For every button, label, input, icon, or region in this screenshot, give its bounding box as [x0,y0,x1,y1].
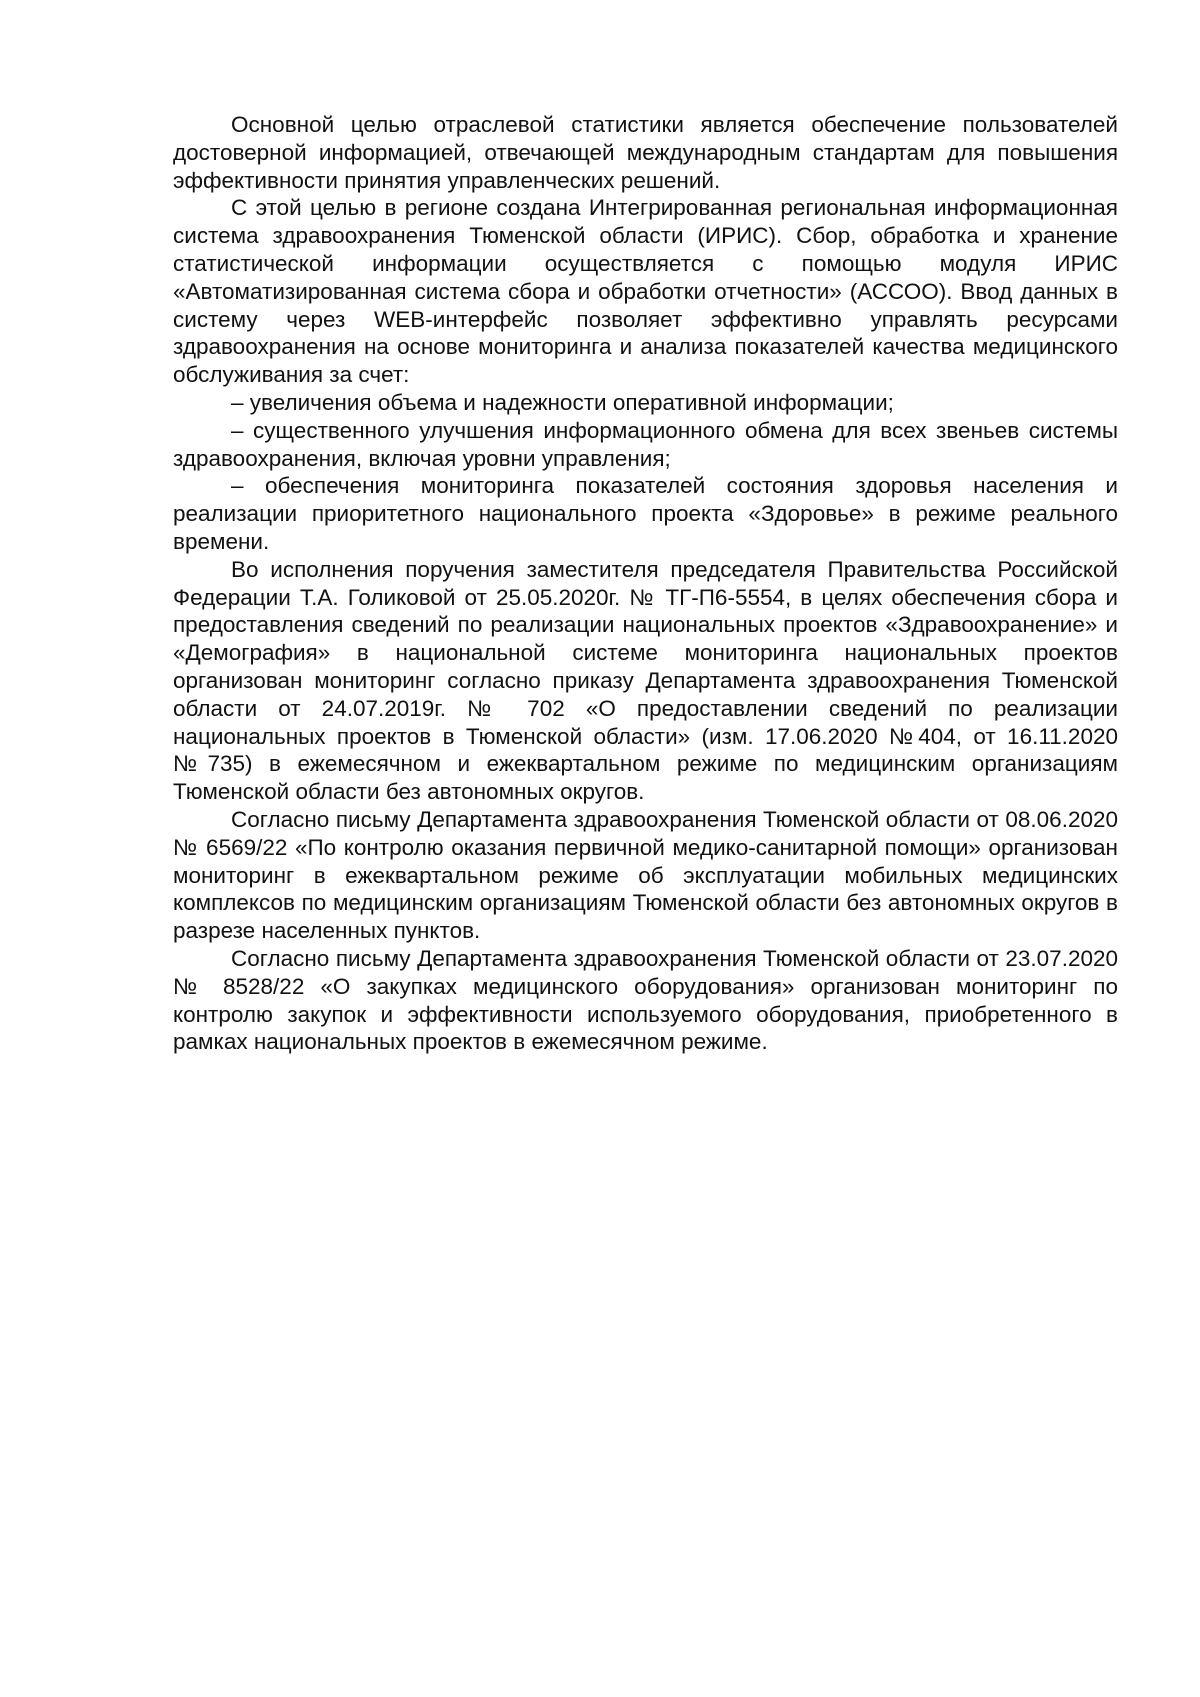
paragraph-national-projects: Во исполнения поручения заместителя председателя Правительства Российской Федерации Т.А. Голиковой от 25.05.2020г. № ТГ-П6-5554, в целях обеспечения сбора и предоставления сведений по реализации национальных проектов «Здравоохранение» и «Демография» в национальной системе мониторинга национальных проектов организован мониторинг согласно приказу Департамента здравоохранения Тюменской области от 24.07.2019г. № 702 «О предоставлении сведений по реализации национальных проектов в Тюменской области» (изм. 17.06.2020 №404, от 16.11.2020 №735) в ежемесячном и ежеквартальном режиме по медицинским организациям Тюменской области без автономных округов. [173,556,1118,805]
paragraph-equipment-purchases: Согласно письму Департамента здравоохранения Тюменской области от 23.07.2020 № 8528/22 «О закупках медицинского оборудования» организован мониторинг по контролю закупок и эффективности используемого оборудования, приобретенного в рамках национальных проектов в ежемесячном режиме. [173,945,1118,1055]
paragraph-statistics-goal: Основной целью отраслевой статистики является обеспечение пользователей достоверной информацией, отвечающей международным стандартам для повышения эффективности принятия управленческих решений. [173,112,1118,193]
paragraph-mobile-complexes: Согласно письму Департамента здравоохранения Тюменской области от 08.06.2020 № 6569/22 «По контролю оказания первичной медико-санитарной помощи» организован мониторинг в ежеквартальном режиме об эксплуатации мобильных медицинских комплексов по медицинским организациям Тюменской области без автономных округов в разрезе населенных пунктов. [173,806,1118,944]
list-item-information-exchange: – существенного улучшения информационного обмена для всех звеньев системы здравоохранения, включая уровни управления; [173,417,1118,471]
paragraph-iris-system: С этой целью в регионе создана Интегрированная региональная информационная система здравоохранения Тюменской области (ИРИС). Сбор, обработка и хранение статистической информации осуществляется с помощью модуля ИРИС «Автоматизированная система сбора и обработки отчетности» (АССОО). Ввод данных в систему через WEB-интерфейс позволяет эффективно управлять ресурсами здравоохранения на основе мониторинга и анализа показателей качества медицинского обслуживания за счет: [173,195,1118,388]
document-body [173,111,1118,1056]
list-item-health-monitoring: – обеспечения мониторинга показателей состояния здоровья населения и реализации приоритетного национального проекта «Здоровье» в режиме реального времени. [173,473,1118,554]
list-item-operational-info: – увеличения объема и надежности оперативной информации; [231,389,894,415]
